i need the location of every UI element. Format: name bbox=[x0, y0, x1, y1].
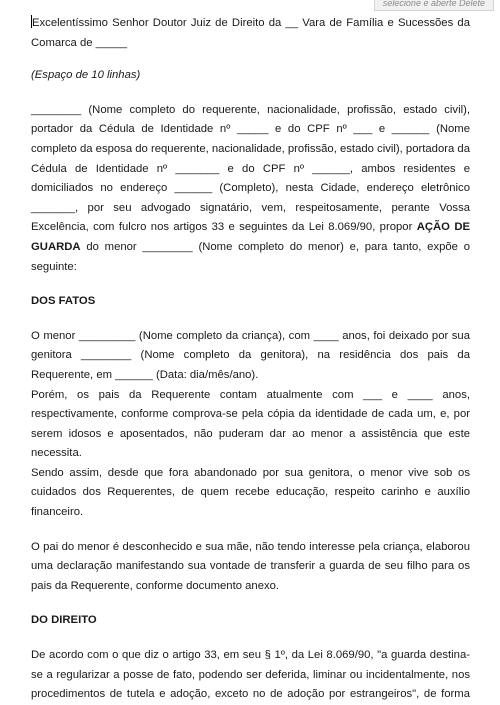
space-note: (Espaço de 10 linhas) bbox=[31, 69, 141, 82]
intro-paragraph: ________ (Nome completo do requerente, nacionalidade, profissão, estado civil), portador da Cédula de Identidade nº _____ e do CPF nº ___ e ______ (Nome completo da esposa do requerente, nacionalidade, profissão, estado civil), portadora da Cédula de Identidade nº _______ e do CPF nº ______, ambos residentes e domiciliados no endereço ______ (Completo), nesta Cidade, endereço eletrônico _______, por seu advogado signatário, vem, respeitosamente, perante Vossa Excelência, com fulcro nos artigos 33 e seguintes da Lei 8.069/90, propor AÇÃO DE GUARDA do menor ________ (Nome completo do menor) e, para tanto, expõe o seguinte: bbox=[31, 103, 471, 273]
facts-paragraph-3: Sendo assim, desde que fora abandonado por sua genitora, o menor vive sob os cuidados dos Requerentes, de quem recebe educação, respeito carinho e auxílio financeiro. bbox=[31, 466, 470, 519]
section-law-heading: DO DIREITO bbox=[31, 614, 97, 627]
facts-paragraph-4: O pai do menor é desconhecido e sua mãe, não tendo interesse pela criança, elaborou uma declaração manifestando sua vontade de transferir a guarda de seu filho para os pais da Requerente, conforme documento anexo. bbox=[31, 540, 470, 592]
law-paragraph-1: De acordo com o que diz o artigo 33, em seu § 1º, da Lei 8.069/90, "a guarda destina-se a regularizar a posse de fato, podendo ser deferida, liminar ou incidentalmente, nos procedimentos de tutela e adoção, exceto no de adoção por estrangeiros", de forma bbox=[31, 649, 470, 701]
section-facts-heading: DOS FATOS bbox=[31, 295, 96, 308]
facts-paragraph-1: O menor _________ (Nome completo da criança), com ____ anos, foi deixado por sua genitora ________ (Nome completo da genitora), na residência dos pais da Requerente, em ______ (Data: dia/mês/ano). bbox=[31, 329, 470, 381]
court-address: Excelentíssimo Senhor Doutor Juiz de Direito da __ Vara de Família e Sucessões da Comarca de _____ bbox=[31, 17, 470, 49]
facts-paragraph-2: Porém, os pais da Requerente contam atualmente com ___ e ____ anos, respectivamente, conforme comprova-se pela cópia da identidade de cada um, e, por serem idosos e aposentados, não puderam dar ao menor a assistência que este necessita. bbox=[31, 388, 470, 460]
document-page[interactable] bbox=[31, 14, 470, 705]
selection-hint-tab: selecione e aberte Delete bbox=[374, 0, 494, 11]
action-title: AÇÃO DE GUARDA bbox=[31, 221, 471, 253]
